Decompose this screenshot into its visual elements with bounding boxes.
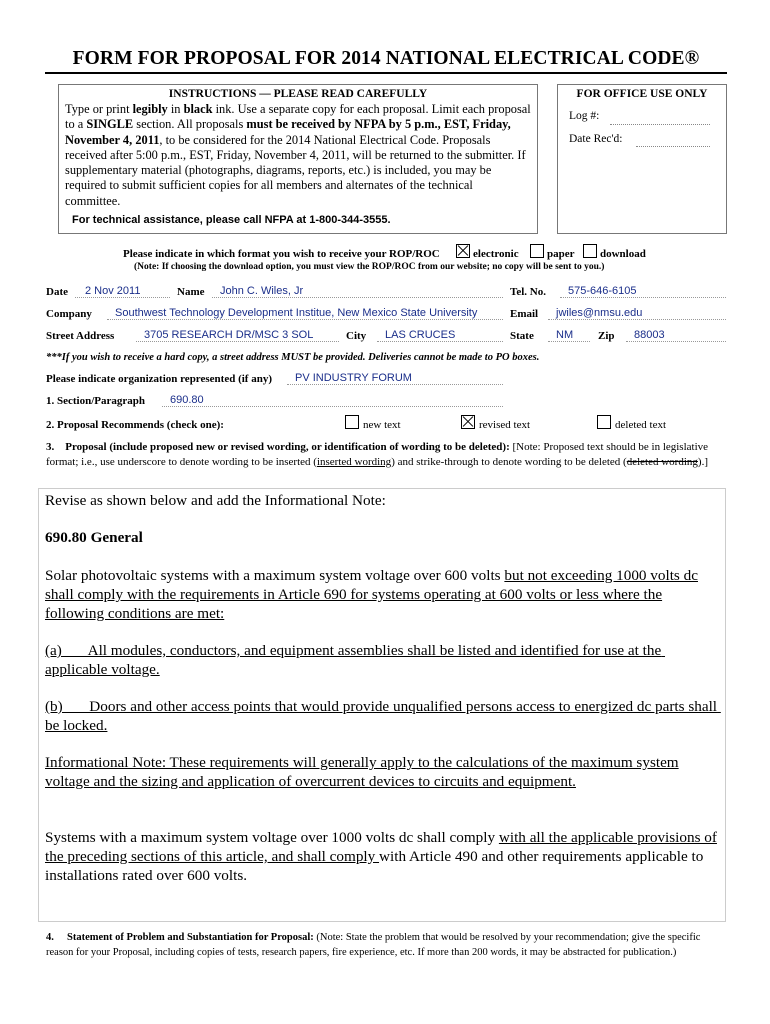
deleted-text-checkbox[interactable]	[597, 415, 611, 429]
city-label: City	[346, 330, 367, 342]
informational-note: Informational Note: These requirements will generally apply to the calculations of the maximum system voltage and the sizing and application of overcurrent devices to circuits and equipment.	[45, 754, 679, 790]
proposal-instructions: 3. Proposal (include proposed new or revised wording, or identification of wording to be deleted): [Note: Proposed text should be in legislative format; i.e., use underscore to denote wording to be inserted (inserted wording) and strike-through to denote wording to be deleted (deleted wording).]	[46, 441, 709, 468]
organization-label: Please indicate organization represented (if any)	[46, 373, 272, 385]
street-label: Street Address	[46, 330, 115, 342]
tel-label: Tel. No.	[510, 286, 546, 298]
new-text-label: new text	[363, 419, 401, 431]
date-field[interactable]: 2 Nov 2011	[75, 285, 170, 298]
proposal-paragraph-1: Solar photovoltaic systems with a maximum system voltage over 600 volts but not exceeding 1000 volts dc shall comply with the requirements in Article 690 for systems operating at 600 volts or less where the following conditions are met:	[45, 567, 698, 622]
proposal-item-a: (a) All modules, conductors, and equipment assemblies shall be listed and identified for use at the applicable voltage.	[45, 642, 666, 678]
deleted-text-label: deleted text	[615, 419, 667, 431]
recommends-label: 2. Proposal Recommends (check one):	[46, 419, 224, 431]
download-label: download	[600, 248, 646, 260]
tel-field[interactable]: 575-646-6105	[560, 285, 726, 298]
date-received-field[interactable]	[636, 145, 710, 147]
state-label: State	[510, 330, 534, 342]
date-label: Date	[46, 286, 68, 298]
hard-copy-note: ***If you wish to receive a hard copy, a street address MUST be provided. Deliveries cannot be made to PO boxes.	[46, 352, 540, 363]
instructions-text: Type or print legibly in black ink. Use a separate copy for each proposal. Limit each proposal to a SINGLE section. All proposals must be received by NFPA by 5 p.m., EST, Friday, November 4, 2011, to be considered for the 2014 National Electrical Code. Proposals received after 5:00 p.m., EST, Friday, November 4, 2011, will be returned to the submitter. If supplementary material (photographs, diagrams, reports, etc.) is included, you may be required to submit sufficient copies for all members and alternates of the technical committee.	[65, 102, 531, 208]
technical-assistance-note: For technical assistance, please call NFPA at 1-800-344-3555.	[72, 214, 391, 226]
company-label: Company	[46, 308, 92, 320]
company-field[interactable]: Southwest Technology Development Institue, New Mexico State University	[107, 307, 503, 320]
new-text-checkbox[interactable]	[345, 415, 359, 429]
organization-field[interactable]: PV INDUSTRY FORUM	[287, 372, 503, 385]
office-heading: FOR OFFICE USE ONLY	[576, 88, 708, 100]
office-use-box	[557, 84, 727, 234]
email-label: Email	[510, 308, 539, 320]
revised-text-label: revised text	[479, 419, 531, 431]
city-field[interactable]: LAS CRUCES	[377, 329, 503, 342]
name-label: Name	[177, 286, 205, 298]
name-field[interactable]: John C. Wiles, Jr	[212, 285, 503, 298]
email-field[interactable]: jwiles@nmsu.edu	[548, 307, 726, 320]
format-prompt: Please indicate in which format you wish to receive your ROP/ROC	[123, 248, 440, 260]
proposal-paragraph-2: Systems with a maximum system voltage over 1000 volts dc shall comply with all the applicable provisions of the preceding sections of this article, and shall comply with Article 490 and other requirements applicable to installations rated over 600 volts.	[45, 829, 717, 884]
download-checkbox[interactable]	[583, 244, 597, 258]
revised-text-checkbox[interactable]	[461, 415, 475, 429]
section-field[interactable]: 690.80	[162, 394, 503, 407]
electronic-checkbox[interactable]	[456, 244, 470, 258]
zip-label: Zip	[598, 330, 615, 342]
proposal-text-box[interactable]	[38, 488, 726, 922]
proposal-item-b: (b) Doors and other access points that would provide unqualified persons access to energized dc parts shall be locked.	[45, 698, 721, 734]
statement-instructions: 4. Statement of Problem and Substantiation for Proposal: (Note: State the problem that would be resolved by your recommendation; give the specific reason for your Proposal, including copies of tests, research papers, fire experience, etc. If more than 200 words, it may be abstracted for publication.)	[46, 932, 701, 958]
street-field[interactable]: 3705 RESEARCH DR/MSC 3 SOL	[136, 329, 339, 342]
proposal-intro: Revise as shown below and add the Informational Note:	[45, 492, 386, 509]
log-label: Log #:	[569, 110, 600, 122]
state-field[interactable]: NM	[548, 329, 590, 342]
date-received-label: Date Rec'd:	[569, 133, 623, 145]
zip-field[interactable]: 88003	[626, 329, 726, 342]
paper-checkbox[interactable]	[530, 244, 544, 258]
instructions-heading: INSTRUCTIONS — PLEASE READ CAREFULLY	[168, 88, 428, 100]
section-label: 1. Section/Paragraph	[46, 395, 145, 407]
form-title: FORM FOR PROPOSAL FOR 2014 NATIONAL ELECTRICAL CODE®	[72, 48, 700, 69]
download-note: (Note: If choosing the download option, you must view the ROP/ROC from our website; no copy will be sent to you.)	[134, 262, 605, 272]
title-rule	[45, 72, 727, 74]
electronic-label: electronic	[473, 248, 519, 260]
log-field[interactable]	[610, 123, 710, 125]
proposal-heading: 690.80 General	[45, 529, 143, 546]
paper-label: paper	[547, 248, 575, 260]
instructions-box	[58, 84, 538, 234]
